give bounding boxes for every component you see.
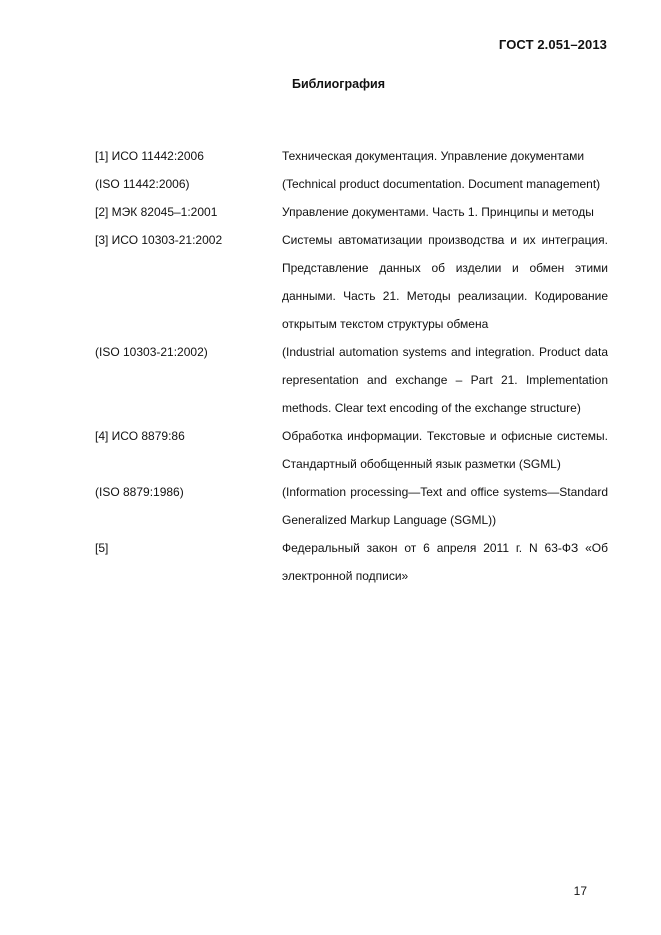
entry-description: Системы автоматизации производства и их интеграция. Представление данных об изделии и обмен этими данными. Часть 21. Методы реализации. Кодирование открытым текстом структуры обмена <box>282 233 608 331</box>
bibliography-entry <box>95 142 608 170</box>
entry-description: Федеральный закон от 6 апреля 2011 г. N 63-ФЗ «Об электронной подписи» <box>282 541 608 583</box>
entry-reference: [4] ИСО 8879:86 <box>95 429 185 443</box>
entry-reference: [2] МЭК 82045–1:2001 <box>95 205 218 219</box>
entry-reference: [3] ИСО 10303-21:2002 <box>95 233 223 247</box>
entry-description: (Industrial automation systems and integration. Product data representation and exchange – Part 21. Implementation methods. Clear text encoding of the exchange structure) <box>282 345 608 415</box>
bibliography-entry <box>95 198 608 226</box>
page-number: 17 <box>573 884 587 898</box>
entry-reference: [1] ИСО 11442:2006 <box>95 149 204 163</box>
entry-description: (Information processing—Text and office systems—Standard Generalized Markup Language (SGML)) <box>282 485 608 527</box>
document-code: ГОСТ 2.051–2013 <box>498 37 607 52</box>
entry-reference: (ISO 11442:2006) <box>95 177 190 191</box>
entry-description: (Technical product documentation. Document management) <box>282 177 601 191</box>
page-title: Библиография <box>291 77 386 91</box>
entry-reference: (ISO 8879:1986) <box>95 485 184 499</box>
bibliography-entry <box>95 170 608 198</box>
entry-description: Обработка информации. Текстовые и офисные системы. Стандартный обобщенный язык разметки (SGML) <box>282 429 608 471</box>
entry-reference: (ISO 10303-21:2002) <box>95 345 208 359</box>
entry-description: Управление документами. Часть 1. Принципы и методы <box>282 205 594 219</box>
bibliography-entry <box>95 534 608 590</box>
bibliography-entry <box>95 226 608 338</box>
bibliography-entry <box>95 338 608 422</box>
bibliography-entry <box>95 478 608 534</box>
entry-description: Техническая документация. Управление документами <box>282 149 585 163</box>
bibliography-entry <box>95 422 608 478</box>
bibliography-list <box>95 142 608 590</box>
entry-reference: [5] <box>95 541 109 555</box>
